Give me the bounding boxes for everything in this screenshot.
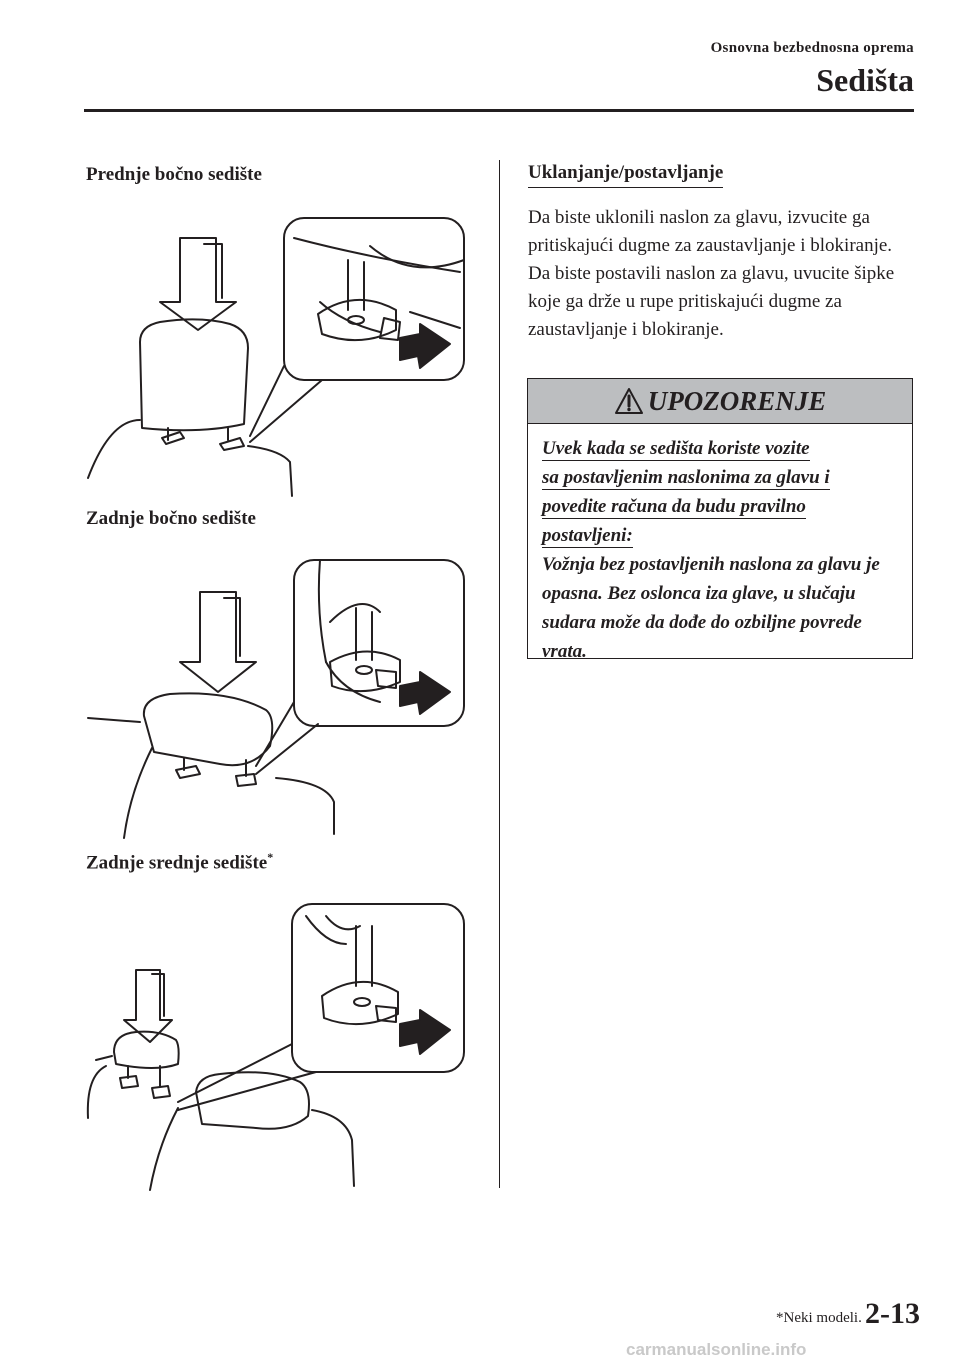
removal-paragraph: Da biste uklonili naslon za glavu, izvucite ga pritiskajući dugme za zaustavljanje i blokiranje. bbox=[528, 207, 893, 256]
front-seat-headrest-illustration bbox=[80, 210, 480, 500]
warning-text: Vožnja bez postavljenih naslona za glavu je opasna. Bez oslonca iza glave, u slučaju sudara može da dođe do ozbiljne povrede vrata. bbox=[542, 554, 880, 662]
column-divider bbox=[499, 160, 500, 1188]
page-number: 2-13 bbox=[865, 1297, 920, 1330]
instructions-text bbox=[528, 204, 908, 344]
watermark: carmanualsonline.info bbox=[626, 1340, 807, 1359]
header-section-label: Osnovna bezbednosna oprema bbox=[710, 40, 914, 56]
installation-paragraph: Da biste postavili naslon za glavu, uvucite šipke koje ga drže u rupe pritiskajući dugme za zaustavljanje i blokiranje. bbox=[528, 263, 895, 340]
warning-emphasis-line: postavljeni: bbox=[542, 525, 633, 546]
rear-side-headrest-illustration bbox=[80, 552, 480, 842]
warning-box bbox=[527, 378, 913, 662]
footnote-marker: * bbox=[267, 850, 274, 864]
warning-emphasis-line: Uvek kada se sedišta koriste vozite bbox=[542, 438, 810, 459]
figure-label-front-side-seat: Prednje bočno sedište bbox=[86, 164, 262, 185]
rear-center-headrest-illustration bbox=[80, 896, 480, 1196]
header-divider bbox=[84, 109, 914, 112]
warning-triangle-icon bbox=[614, 387, 644, 415]
warning-header bbox=[528, 379, 912, 424]
figure-label-text: Zadnje srednje sedište bbox=[86, 852, 268, 874]
footnote: *Neki modeli. bbox=[776, 1310, 862, 1326]
warning-emphasis-line: povedite računa da budu pravilno bbox=[542, 496, 806, 517]
warning-emphasis-line: sa postavljenim naslonima za glavu i bbox=[542, 467, 830, 488]
figure-label-rear-side-seat: Zadnje bočno sedište bbox=[86, 508, 256, 529]
warning-title: UPOZORENJE bbox=[647, 385, 827, 416]
warning-body bbox=[528, 424, 912, 666]
figure-label-rear-center-seat bbox=[86, 850, 273, 874]
section-heading: Uklanjanje/postavljanje bbox=[528, 162, 723, 188]
page-title: Sedišta bbox=[816, 62, 914, 98]
